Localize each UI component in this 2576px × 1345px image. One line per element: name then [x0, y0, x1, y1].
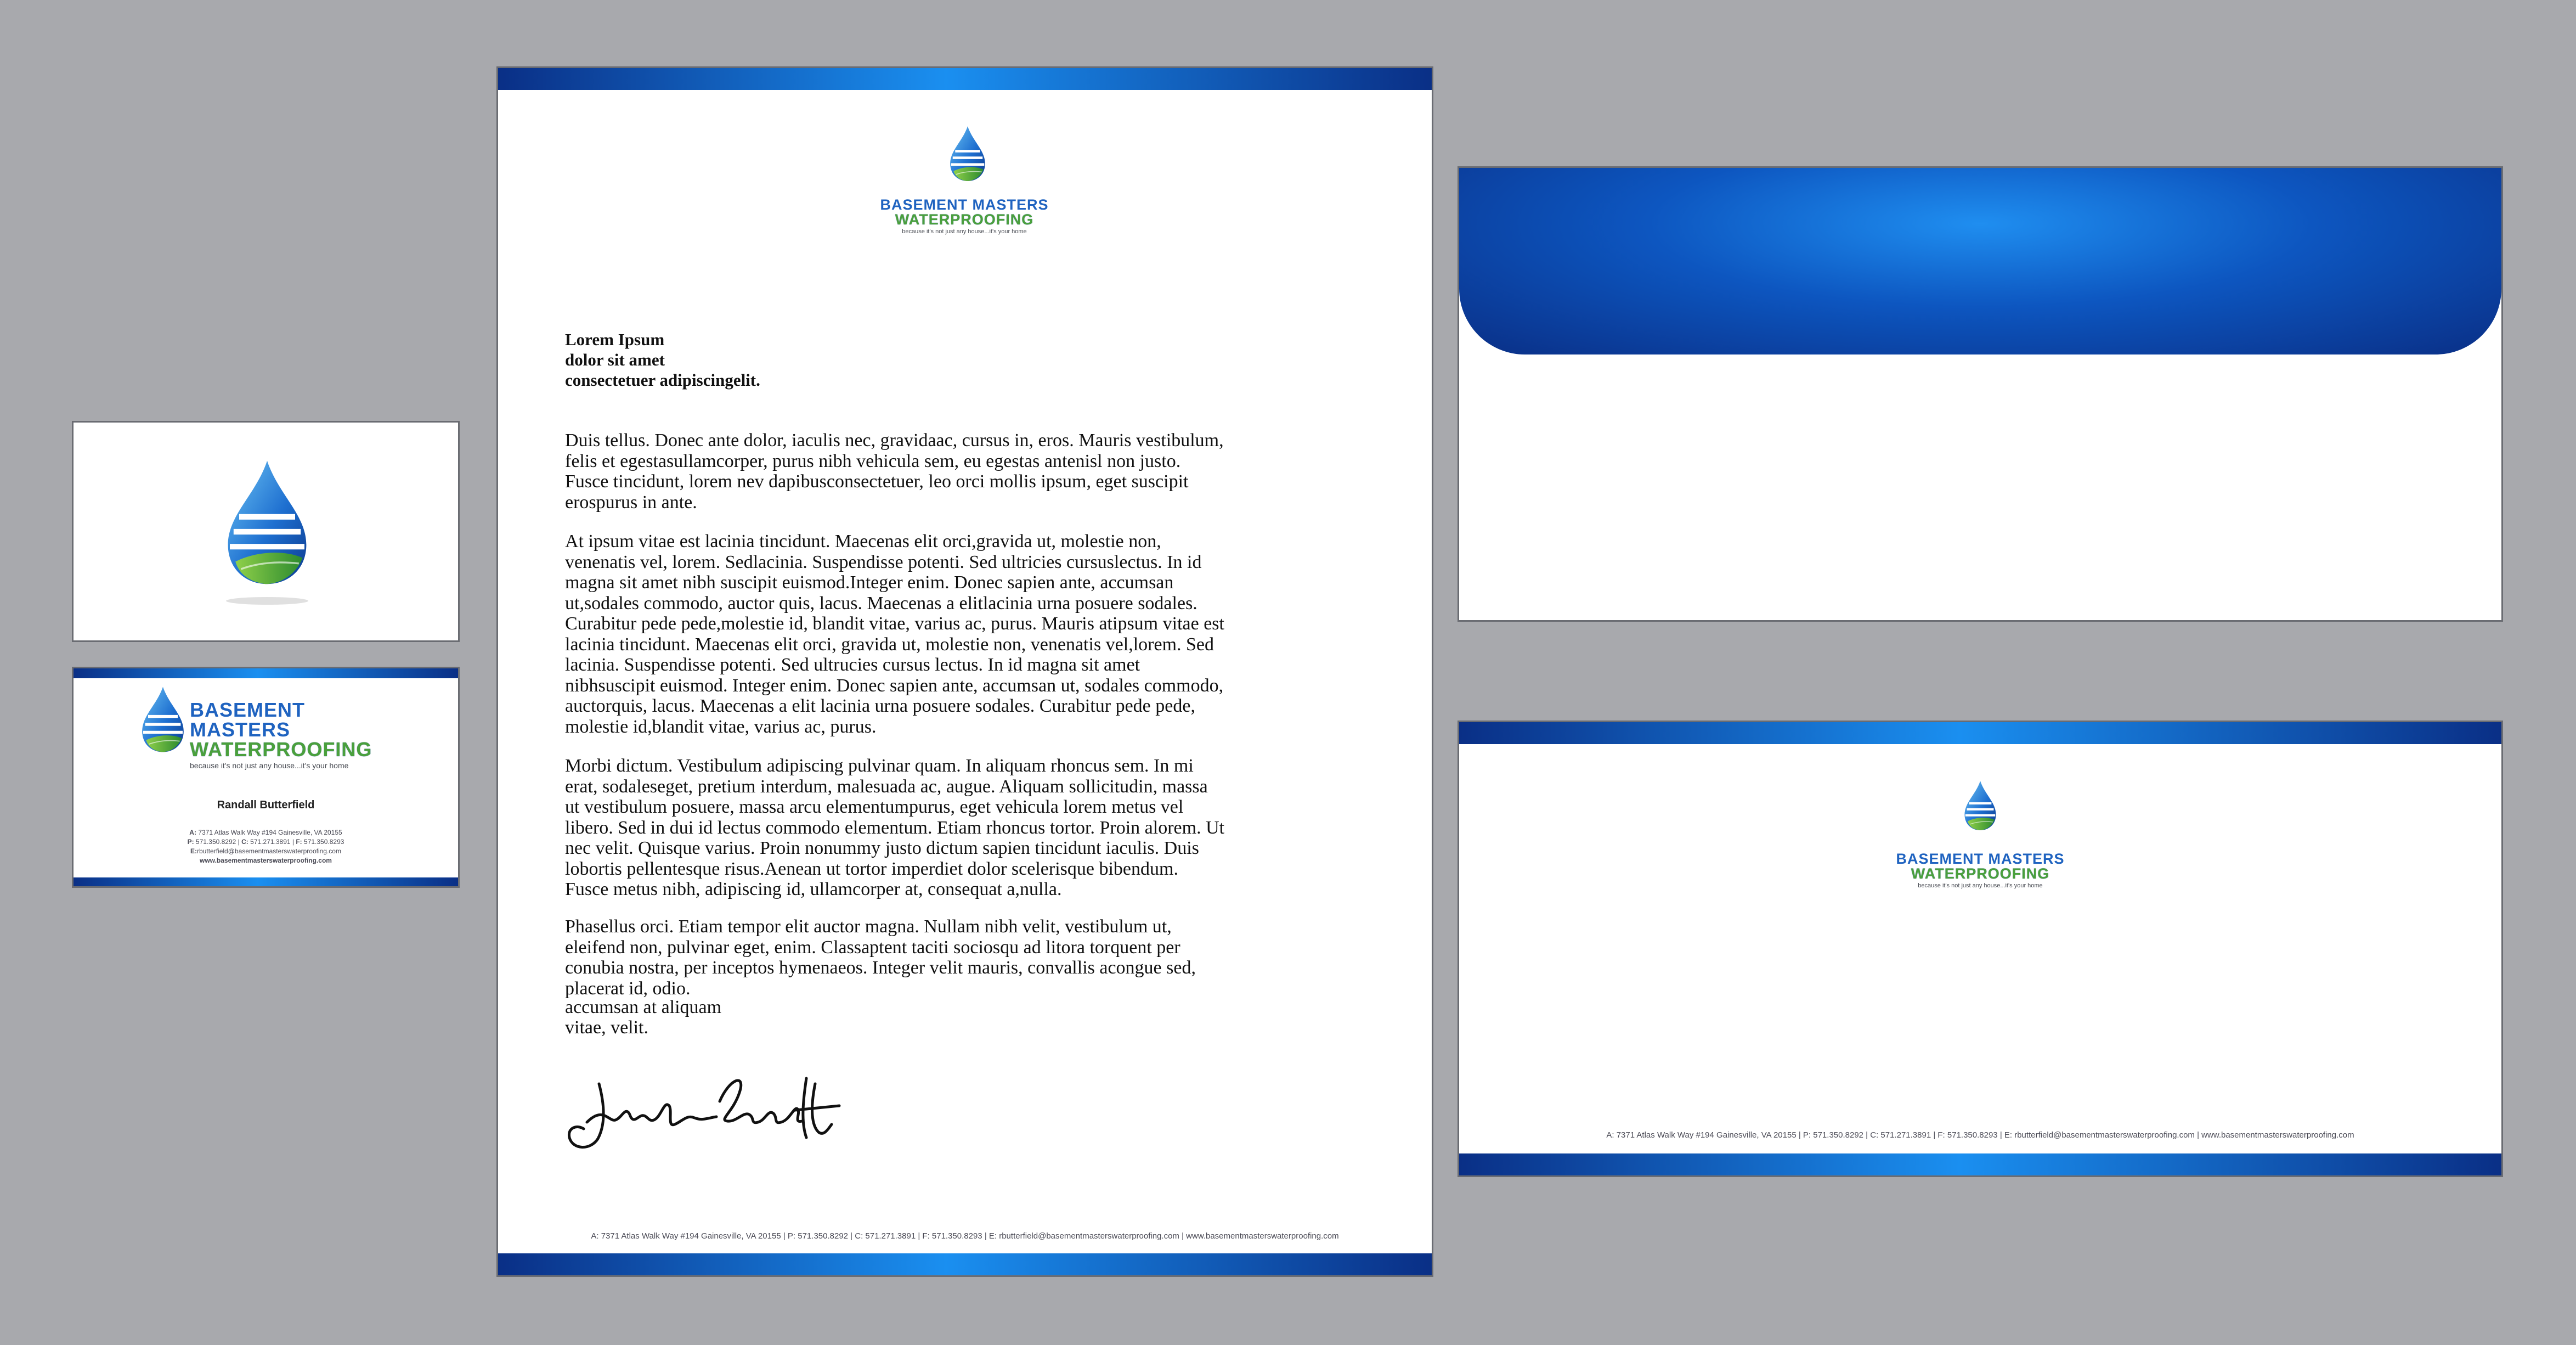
card-person-name: Randall Butterfield [217, 799, 315, 811]
brand-tagline: because it's not just any house...it's your home [902, 228, 1027, 235]
letterhead-footer-contact: A: 7371 Atlas Walk Way #194 Gainesville, VA 20155 | P: 571.350.8292 | C: 571.271.3891 | F: 571.350.8293 | E: rbutterfield@basementmasterswaterproofing.com | www.basementmasterswaterproofing.com [591, 1231, 1339, 1241]
card-bottom-bar [74, 877, 458, 886]
letterhead-bottom-bar [498, 1253, 1432, 1275]
card-top-bar [74, 668, 458, 678]
drop-logo-icon [947, 125, 988, 183]
closing-line: vitae, velit. [565, 1017, 649, 1038]
card-address: A: 7371 Atlas Walk Way #194 Gainesville, VA 20155 [189, 829, 342, 836]
brand-name-line1: BASEMENT MASTERS [880, 196, 1049, 213]
brand-name-line2: WATERPROOFING [190, 738, 372, 761]
letterhead-top-bar [498, 68, 1432, 90]
brand-tagline: because it's not just any house...it's your home [1918, 882, 2043, 889]
brand-name-line1: BASEMENT MASTERS [190, 699, 306, 741]
drop-logo-icon [221, 457, 314, 588]
envelope-top-bar [1459, 722, 2501, 744]
business-card-front [74, 423, 458, 640]
letter-greeting [565, 329, 760, 390]
drop-shadow [226, 597, 308, 605]
business-card-back [74, 668, 458, 886]
closing-line: accumsan at aliquam [565, 997, 722, 1017]
greeting-line: dolor sit amet [565, 350, 665, 369]
drop-logo-icon [138, 685, 188, 754]
drop-logo-icon [1962, 779, 1999, 832]
envelope-footer-contact: A: 7371 Atlas Walk Way #194 Gainesville, VA 20155 | P: 571.350.8292 | C: 571.271.3891 | F: 571.350.8293 | E: rbutterfield@basementmasterswaterproofing.com | www.basementmasterswaterproofing.com [1606, 1130, 2354, 1140]
signature-image [565, 1067, 861, 1161]
envelope-back [1459, 168, 2501, 620]
greeting-line: consectetuer adipiscingelit. [565, 370, 760, 390]
letter-closing [565, 997, 721, 1038]
card-email: E:rbutterfield@basementmasterswaterproofing.com [190, 847, 341, 855]
letter-paragraph: Phasellus orci. Etiam tempor elit auctor magna. Nullam nibh velit, vestibulum ut, eleifend non, pulvinar eget, enim. Classaptent taciti sociosqu ad litora torquent per conubia nostra, per inceptos hymenaeos. Integer velit mauris, convallis acongue sed, placerat id, odio. [565, 916, 1196, 999]
brand-wordmark [190, 700, 398, 769]
brand-wordmark [855, 198, 1074, 235]
envelope-front [1459, 722, 2501, 1175]
letter-paragraph: Duis tellus. Donec ante dolor, iaculis nec, gravidaac, cursus in, eros. Mauris vestibulum, felis et egestasullamcorper, purus nibh vehicula sem, eu egestas antenisl non justo. Fusce tincidunt, lorem nev dapibusconsectetuer, leo orci mollis ipsum, eget suscipit erospurus in ante. [565, 430, 1224, 513]
letter-paragraph: At ipsum vitae est lacinia tincidunt. Maecenas elit orci,gravida ut, molestie non, venenatis vel, lorem. Sedlacinia. Suspendisse potenti. Sed ultricies cursuslectus. In id magna sit amet nibh suscipit euismod.Integer enim. Donec sapien ante, accumsan ut,sodales commodo, auctor quis, lacus. Maecenas a elitlacinia urna posuere sodales. Curabitur pede pede,molestie id, blandit vitae, varius ac, purus. Mauris atipsum vitae est lacinia tincidunt. Maecenas elit orci, gravida ut, molestie non, venenatis vel,lorem. Sed lacinia. Suspendisse potenti. Sed ultrucies cursus lectus. In id magna sit amet nibhsuscipit euismod. Integer enim. Donec sapien ante, accumsan ut, sodales commodo, auctorquis, lacus. Maecenas a elit lacinia urna posuere sodales. Curabitur pede pede, molestie id,blandit vitae, varius ac, purus. [565, 531, 1224, 737]
brand-name-line2: WATERPROOFING [1911, 865, 2050, 882]
greeting-line: Lorem Ipsum [565, 330, 665, 349]
envelope-flap [1459, 168, 2501, 354]
card-website: www.basementmasterswaterproofing.com [200, 857, 332, 864]
brand-wordmark [1871, 852, 2090, 889]
card-phones: P: 571.350.8292 | C: 571.271.3891 | F: 571.350.8293 [187, 838, 344, 846]
envelope-bottom-bar [1459, 1153, 2501, 1175]
brand-name-line2: WATERPROOFING [895, 211, 1034, 228]
letter-paragraph: Morbi dictum. Vestibulum adipiscing pulvinar quam. In aliquam rhoncus sem. In mi erat, sodaleseget, pretium interdum, malesuada ac, augue. Aliquam sollicitudin, massa ut vestibulum posuere, massa arcu elementumpurus, eget vehicula lorem metus vel libero. Sed in dui id lectus commodo elementum. Etiam rhoncus tortor. Proin alorem. Ut nec velit. Quisque varius. Proin nonummy justo dictum sapien tincidunt iaculis. Duis lobortis pellentesque risus.Aenean ut tortor imperdiet dolor scelerisque bibendum. Fusce metus nibh, adipiscing id, ullamcorper at, consequat a,nulla. [565, 756, 1225, 899]
brand-name-line1: BASEMENT MASTERS [1896, 851, 2065, 867]
brand-tagline: because it's not just any house...it's your home [190, 761, 349, 770]
